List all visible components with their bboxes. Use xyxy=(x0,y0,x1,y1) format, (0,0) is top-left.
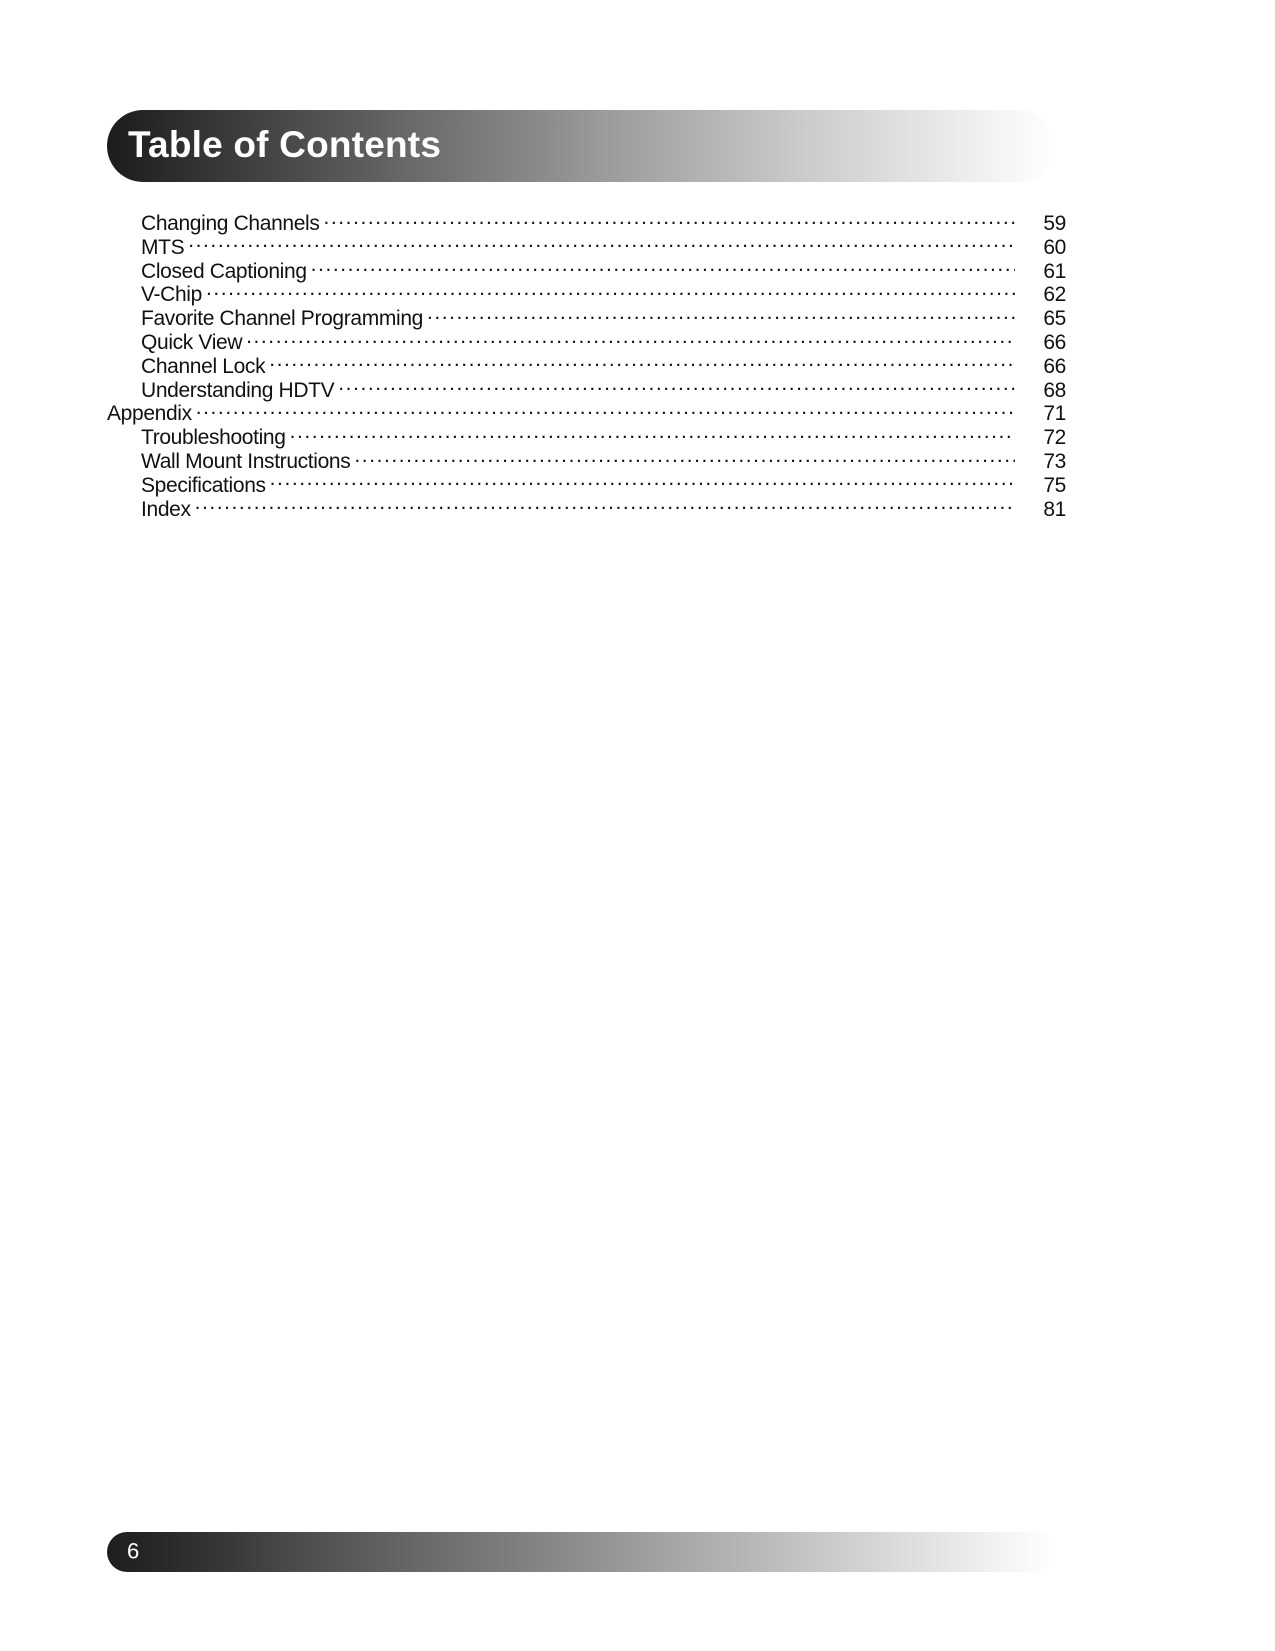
toc-entry[interactable] xyxy=(0,280,1275,307)
toc-entry-dot-leader xyxy=(196,399,1015,420)
toc-entry[interactable] xyxy=(0,376,1275,400)
toc-entry[interactable] xyxy=(0,423,1275,450)
toc-entry-dot-leader xyxy=(338,376,1015,397)
toc-entry-label: Troubleshooting xyxy=(141,426,286,450)
toc-entry-page-number: 68 xyxy=(1043,378,1066,402)
toc-entry-dot-leader xyxy=(354,447,1015,468)
toc-entry-page-number: 61 xyxy=(1043,259,1066,283)
page-header-banner xyxy=(107,110,1055,182)
toc-entry-dot-leader xyxy=(290,423,1015,444)
toc-entry-page-number: 60 xyxy=(1043,235,1066,259)
toc-entry-page-number: 72 xyxy=(1043,426,1066,450)
toc-entry-label: MTS xyxy=(141,235,185,259)
toc-entry[interactable] xyxy=(0,209,1275,233)
toc-entry-label: Appendix xyxy=(107,402,192,426)
toc-entry-label: Understanding HDTV xyxy=(141,378,335,402)
toc-entry-dot-leader xyxy=(195,495,1015,516)
toc-entry[interactable] xyxy=(0,328,1275,352)
page-footer-banner xyxy=(107,1532,1055,1572)
toc-entry-page-number: 73 xyxy=(1043,449,1066,473)
toc-entry-label: V-Chip xyxy=(141,283,202,307)
toc-entry-dot-leader xyxy=(246,328,1015,349)
toc-entry-label: Quick View xyxy=(141,330,243,354)
toc-entry[interactable] xyxy=(0,257,1275,281)
toc-entry-page-number: 62 xyxy=(1043,283,1066,307)
toc-entry-page-number: 65 xyxy=(1043,307,1066,331)
toc-entry-dot-leader xyxy=(324,209,1015,230)
toc-entry-page-number: 71 xyxy=(1043,402,1066,426)
toc-entry[interactable] xyxy=(0,471,1275,495)
toc-entry-label: Changing Channels xyxy=(141,212,320,235)
toc-entry-page-number: 66 xyxy=(1043,354,1066,378)
toc-entry-dot-leader xyxy=(269,352,1015,373)
toc-entry-page-number: 66 xyxy=(1043,330,1066,354)
toc-entry-page-number: 75 xyxy=(1043,473,1066,497)
toc-entry-dot-leader xyxy=(427,304,1015,325)
toc-entry-label: Favorite Channel Programming xyxy=(141,307,423,331)
toc-entry-label: Closed Captioning xyxy=(141,259,307,283)
toc-entry-dot-leader xyxy=(270,471,1015,492)
toc-entry-label: Index xyxy=(141,497,191,521)
page-title: Table of Contents xyxy=(128,124,442,166)
toc-entry-dot-leader xyxy=(206,280,1015,301)
toc-entry-page-number: 81 xyxy=(1043,497,1066,521)
toc-entry[interactable] xyxy=(0,304,1275,331)
toc-entry-page-number: 59 xyxy=(1043,212,1066,235)
toc-entry-label: Wall Mount Instructions xyxy=(141,449,351,473)
toc-entry-label: Channel Lock xyxy=(141,354,266,378)
toc-entry[interactable] xyxy=(0,352,1275,376)
toc-entry-label: Specifications xyxy=(141,473,266,497)
footer-page-number: 6 xyxy=(127,1538,140,1564)
toc-entry[interactable] xyxy=(0,495,1275,519)
toc-entry-dot-leader xyxy=(188,233,1015,254)
toc-entry-dot-leader xyxy=(311,257,1015,278)
toc-entry[interactable] xyxy=(0,447,1275,471)
table-of-contents-list xyxy=(0,209,1275,521)
toc-entry[interactable] xyxy=(0,399,1275,426)
toc-entry[interactable] xyxy=(0,233,1275,257)
